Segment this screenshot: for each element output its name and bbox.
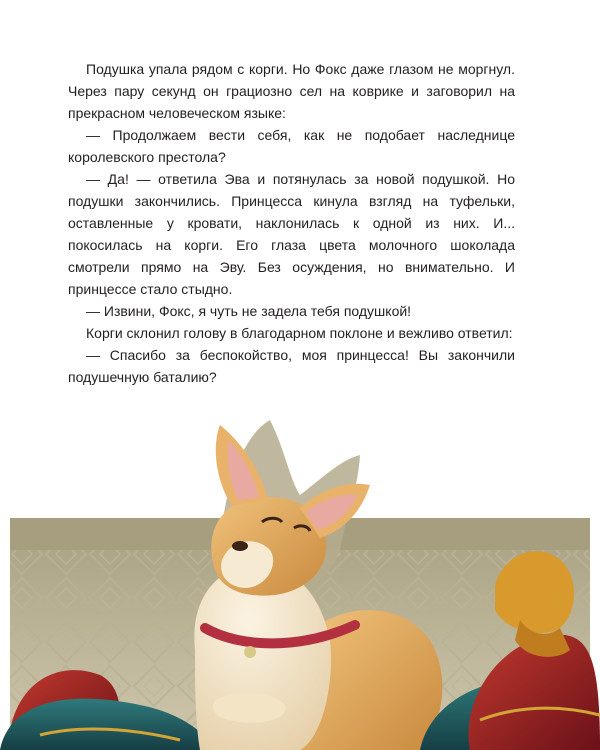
story-text bbox=[68, 58, 515, 388]
collar-tag bbox=[244, 646, 256, 658]
paragraph: Подушка упала рядом с корги. Но Фокс даже глазом не моргнул. Через пару секунд он грациозно сел на коврике и заговорил на прекрасном человеческом языке: bbox=[68, 61, 515, 121]
paragraph: — Извини, Фокс, я чуть не задела тебя подушкой! bbox=[86, 303, 412, 319]
paragraph: — Продолжаем вести себя, как не подобает наследнице королевского престола? bbox=[68, 127, 515, 165]
paragraph: — Спасибо за беспокойство, моя принцесса! Вы закончили подушечную баталию? bbox=[68, 347, 515, 385]
corgi-illustration bbox=[0, 400, 600, 750]
paragraph: Корги склонил голову в благодарном поклоне и вежливо ответил: bbox=[86, 325, 513, 341]
corgi-nose bbox=[232, 541, 248, 551]
paragraph: — Да! — ответила Эва и потянулась за новой подушкой. Но подушки закончились. Принцесса кинула взгляд на туфельки, оставленные у кровати, наклонилась к одной из них. И... покосилась на корги. Его глаза цвета молочного шоколада смотрели прямо на Эву. Без осуждения, но внимательно. И принцессе стало стыдно. bbox=[68, 171, 515, 297]
